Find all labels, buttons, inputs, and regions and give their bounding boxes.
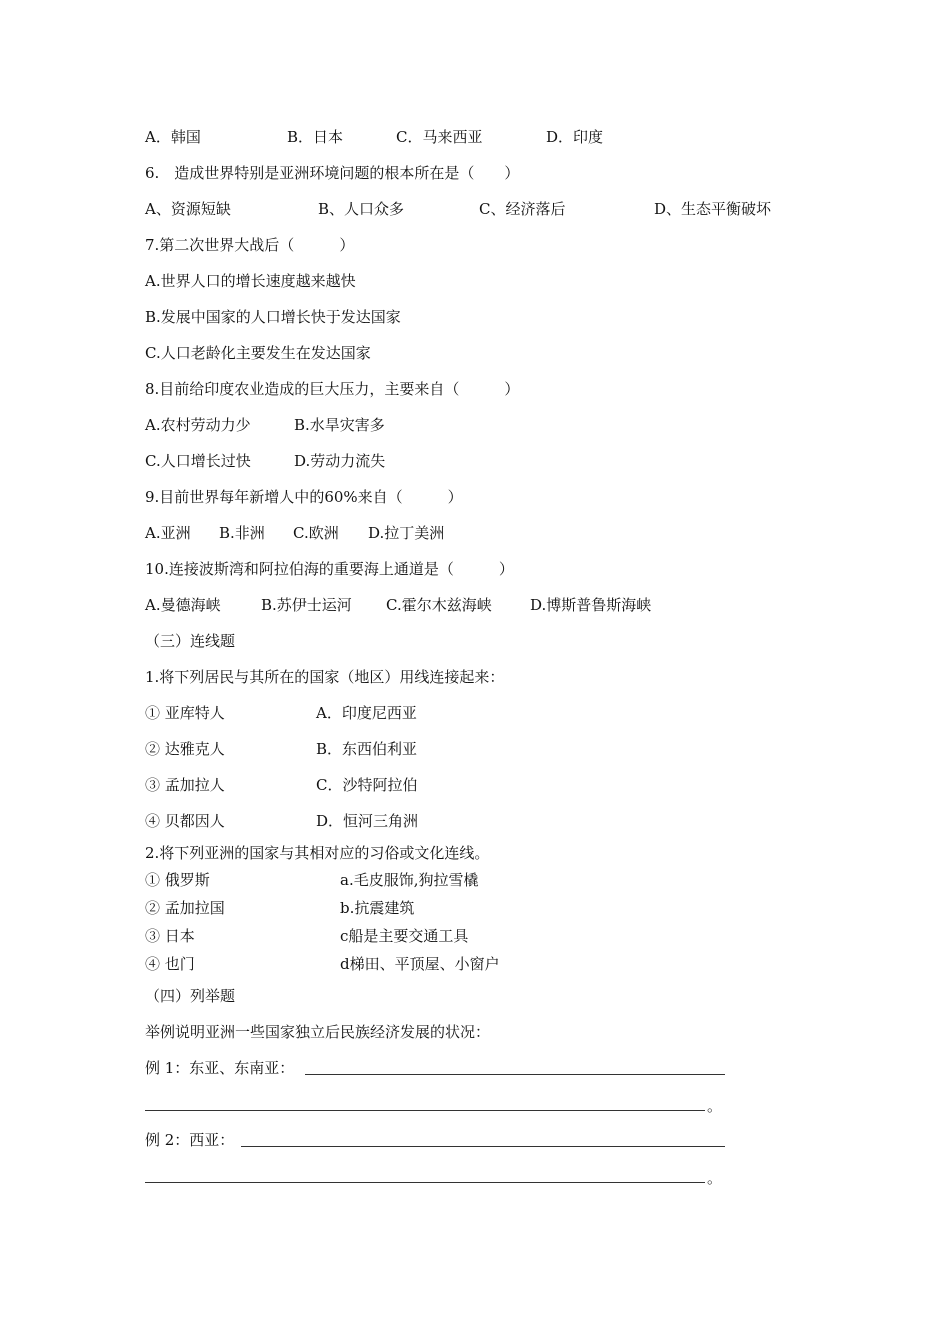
q5-option-b: B．日本 xyxy=(287,128,344,146)
example1-answer-line-1[interactable] xyxy=(305,1074,725,1075)
q6-option-b: B、人口众多 xyxy=(318,200,405,218)
q8-option-a: A.农村劳动力少 xyxy=(145,416,251,434)
q7-option-b: B.发展中国家的人口增长快于发达国家 xyxy=(145,308,401,326)
q9-option-a: A.亚洲 xyxy=(145,524,191,542)
matching1-right-c: C．沙特阿拉伯 xyxy=(316,776,418,794)
q5-option-d: D．印度 xyxy=(546,128,604,146)
section3-title: （三）连线题 xyxy=(145,632,236,650)
example2-answer-line-1[interactable] xyxy=(241,1146,725,1147)
example2-label: 例 2：西亚： xyxy=(145,1131,235,1149)
matching1-right-d: D．恒河三角洲 xyxy=(316,812,419,830)
section4-prompt: 举例说明亚洲一些国家独立后民族经济发展的状况： xyxy=(145,1023,491,1041)
matching2-left-1: ① 俄罗斯 xyxy=(145,871,210,889)
q6-option-a: A、资源短缺 xyxy=(145,200,231,218)
q7-option-a: A.世界人口的增长速度越来越快 xyxy=(145,272,356,290)
q8-option-b: B.水旱灾害多 xyxy=(294,416,385,434)
matching2-right-b: b.抗震建筑 xyxy=(340,899,415,917)
q8-stem: 8.目前给印度农业造成的巨大压力，主要来自（ ） xyxy=(145,380,520,398)
matching2-left-2: ② 孟加拉国 xyxy=(145,899,225,917)
section4-title: （四）列举题 xyxy=(145,987,236,1005)
q6-option-d: D、生态平衡破坏 xyxy=(654,200,772,218)
q10-stem: 10.连接波斯湾和阿拉伯海的重要海上通道是（ ） xyxy=(145,560,514,578)
matching1-left-2: ② 达雅克人 xyxy=(145,740,225,758)
matching1-right-a: A．印度尼西亚 xyxy=(316,704,417,722)
matching1-stem: 1.将下列居民与其所在的国家（地区）用线连接起来： xyxy=(145,668,505,686)
q7-option-c: C.人口老龄化主要发生在发达国家 xyxy=(145,344,371,362)
matching2-left-3: ③ 日本 xyxy=(145,927,195,945)
q10-option-b: B.苏伊士运河 xyxy=(261,596,352,614)
example1-answer-line-2[interactable] xyxy=(145,1110,705,1111)
q10-option-d: D.博斯普鲁斯海峡 xyxy=(530,596,652,614)
q7-stem: 7.第二次世界大战后（ ） xyxy=(145,236,355,254)
matching2-right-d: d梯田、平顶屋、小窗户 xyxy=(340,955,500,973)
q6-option-c: C、经济落后 xyxy=(479,200,566,218)
q8-option-c: C.人口增长过快 xyxy=(145,452,251,470)
example1-period: 。 xyxy=(707,1097,723,1115)
q9-stem: 9.目前世界每年新增人中的60%来自（ ） xyxy=(145,488,463,506)
matching2-left-4: ④ 也门 xyxy=(145,955,195,973)
example2-answer-line-2[interactable] xyxy=(145,1182,705,1183)
matching2-right-a: a.毛皮服饰,狗拉雪橇 xyxy=(340,871,479,889)
matching2-right-c: c船是主要交通工具 xyxy=(340,927,469,945)
q9-option-c: C.欧洲 xyxy=(293,524,339,542)
q9-option-d: D.拉丁美洲 xyxy=(368,524,445,542)
q6-stem: 6. 造成世界特别是亚洲环境问题的根本所在是（ ） xyxy=(145,164,520,182)
matching1-left-4: ④ 贝都因人 xyxy=(145,812,225,830)
q10-option-a: A.曼德海峡 xyxy=(145,596,221,614)
q8-option-d: D.劳动力流失 xyxy=(294,452,386,470)
matching1-left-1: ① 亚库特人 xyxy=(145,704,225,722)
matching1-left-3: ③ 孟加拉人 xyxy=(145,776,225,794)
example1-label: 例 1：东亚、东南亚： xyxy=(145,1059,295,1077)
q5-option-a: A．韩国 xyxy=(145,128,201,146)
q9-option-b: B.非洲 xyxy=(219,524,265,542)
matching2-stem: 2.将下列亚洲的国家与其相对应的习俗或文化连线。 xyxy=(145,844,490,862)
matching1-right-b: B．东西伯利亚 xyxy=(316,740,418,758)
example2-period: 。 xyxy=(707,1169,723,1187)
q5-option-c: C．马来西亚 xyxy=(396,128,483,146)
q10-option-c: C.霍尔木兹海峡 xyxy=(386,596,492,614)
